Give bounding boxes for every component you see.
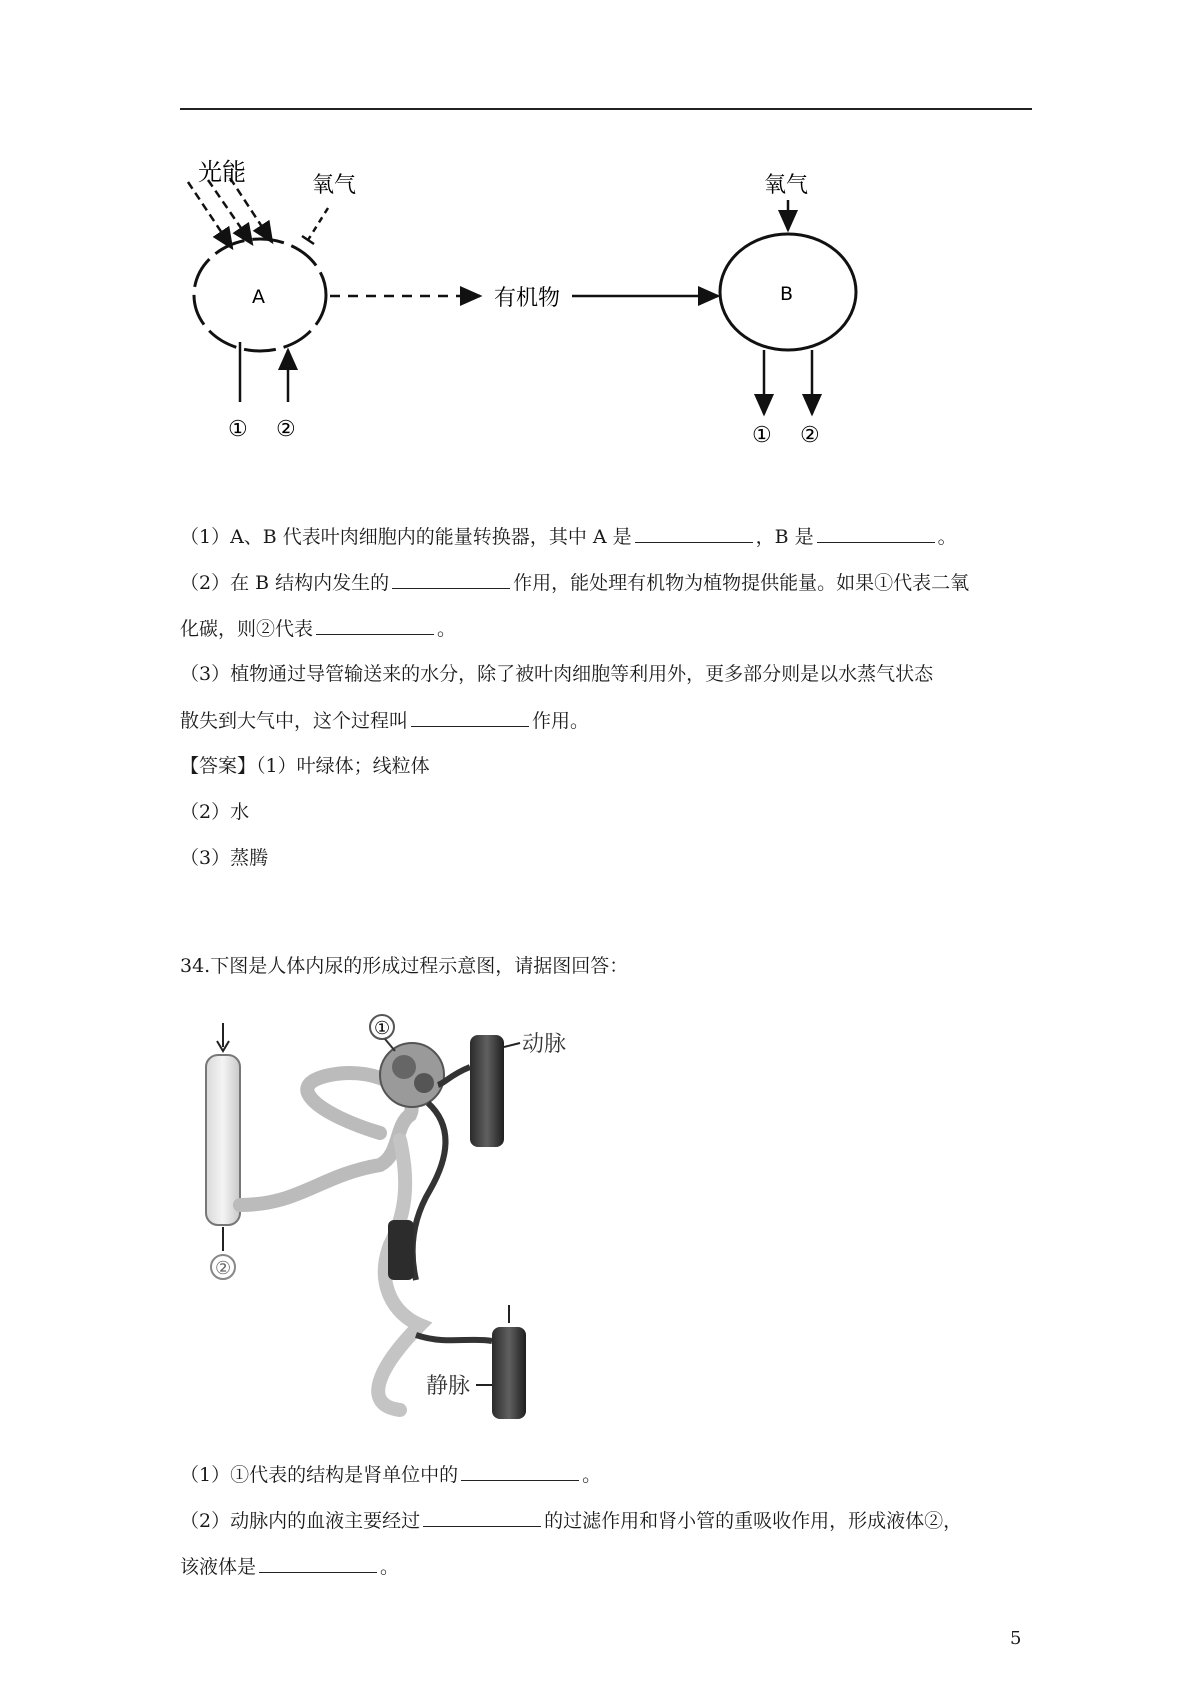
header-rule bbox=[180, 108, 1032, 110]
q33-part-3-line-2 bbox=[180, 706, 589, 735]
organic-label: 有机物 bbox=[494, 286, 561, 311]
q34-p1-text-a: （1）①代表的结构是肾单位中的 bbox=[180, 1464, 459, 1486]
vein bbox=[492, 1327, 526, 1419]
q33-answer-1: 【答案】（1）叶绿体；线粒体 bbox=[180, 755, 430, 777]
answer-blank bbox=[259, 1552, 377, 1573]
light-label: 光能 bbox=[198, 158, 246, 186]
figure-nephron bbox=[180, 1005, 600, 1420]
oxygen-label-left: 氧气 bbox=[312, 173, 357, 198]
left-mark-1: ① bbox=[228, 417, 248, 442]
q33-part-1 bbox=[180, 522, 957, 551]
answer-blank bbox=[635, 522, 753, 543]
q33-answer-3: （3）蒸腾 bbox=[180, 847, 269, 869]
right-mark-1: ① bbox=[752, 423, 772, 448]
q33-answer-2: （2）水 bbox=[180, 801, 250, 823]
oxygen-label-right: 氧气 bbox=[764, 173, 809, 198]
q34-p1-text-b: 。 bbox=[582, 1464, 602, 1486]
artery bbox=[470, 1035, 504, 1147]
q33-p3-text-b: 散失到大气中，这个过程叫 bbox=[180, 710, 409, 732]
q33-p1-text-a: （1）A、B 代表叶肉细胞内的能量转换器，其中 A 是 bbox=[180, 526, 632, 548]
figure-photosynthesis-respiration bbox=[180, 140, 900, 460]
answer-blank bbox=[817, 522, 935, 543]
right-mark-2: ② bbox=[800, 423, 820, 448]
q33-p1-text-b: ，B 是 bbox=[755, 526, 814, 548]
left-mark-2: ② bbox=[276, 417, 296, 442]
answer-blank bbox=[316, 614, 434, 635]
q34-p2-text-a: （2）动脉内的血液主要经过 bbox=[180, 1510, 421, 1532]
q33-p2-text-b: 作用，能处理有机物为植物提供能量。如果①代表二氧 bbox=[513, 572, 970, 594]
label-b: B bbox=[780, 283, 794, 305]
q34-p2-text-b: 的过滤作用和肾小管的重吸收作用，形成液体②， bbox=[544, 1510, 963, 1532]
q34-p2-text-c: 该液体是 bbox=[180, 1556, 257, 1578]
collecting-duct bbox=[206, 1055, 240, 1225]
fig-artery-label: 动脉 bbox=[522, 1032, 567, 1057]
q34-p2-text-d: 。 bbox=[380, 1556, 400, 1578]
q33-part-2-line-2 bbox=[180, 614, 456, 643]
q34-part-2-line-1 bbox=[180, 1506, 962, 1535]
page-number: 5 bbox=[1010, 1628, 1022, 1649]
q34-title: 34.下图是人体内尿的形成过程示意图，请据图回答： bbox=[180, 955, 629, 977]
light-rays bbox=[188, 178, 272, 248]
q33-part-2-line-1 bbox=[180, 568, 969, 597]
q33-p2-text-a: （2）在 B 结构内发生的 bbox=[180, 572, 390, 594]
fig-mark-2: ② bbox=[215, 1258, 232, 1279]
answer-blank bbox=[392, 568, 510, 589]
answer-blank bbox=[423, 1506, 541, 1527]
q33-p3-text-a: （3）植物通过导管输送来的水分，除了被叶肉细胞等利用外，更多部分则是以水蒸气状态 bbox=[180, 663, 934, 685]
q33-p2-text-d: 。 bbox=[437, 618, 457, 640]
q33-part-3-line-1 bbox=[180, 660, 933, 688]
q34-part-1 bbox=[180, 1460, 601, 1489]
q33-p3-text-c: 作用。 bbox=[532, 710, 590, 732]
q33-p2-text-c: 化碳，则②代表 bbox=[180, 618, 314, 640]
fig-vein-label: 静脉 bbox=[426, 1374, 471, 1399]
answer-blank bbox=[411, 706, 529, 727]
q34-part-2-line-2 bbox=[180, 1552, 399, 1581]
q33-p1-text-c: 。 bbox=[937, 526, 957, 548]
answer-blank bbox=[461, 1460, 579, 1481]
fig-mark-1: ① bbox=[374, 1018, 391, 1039]
label-a: A bbox=[252, 286, 265, 308]
